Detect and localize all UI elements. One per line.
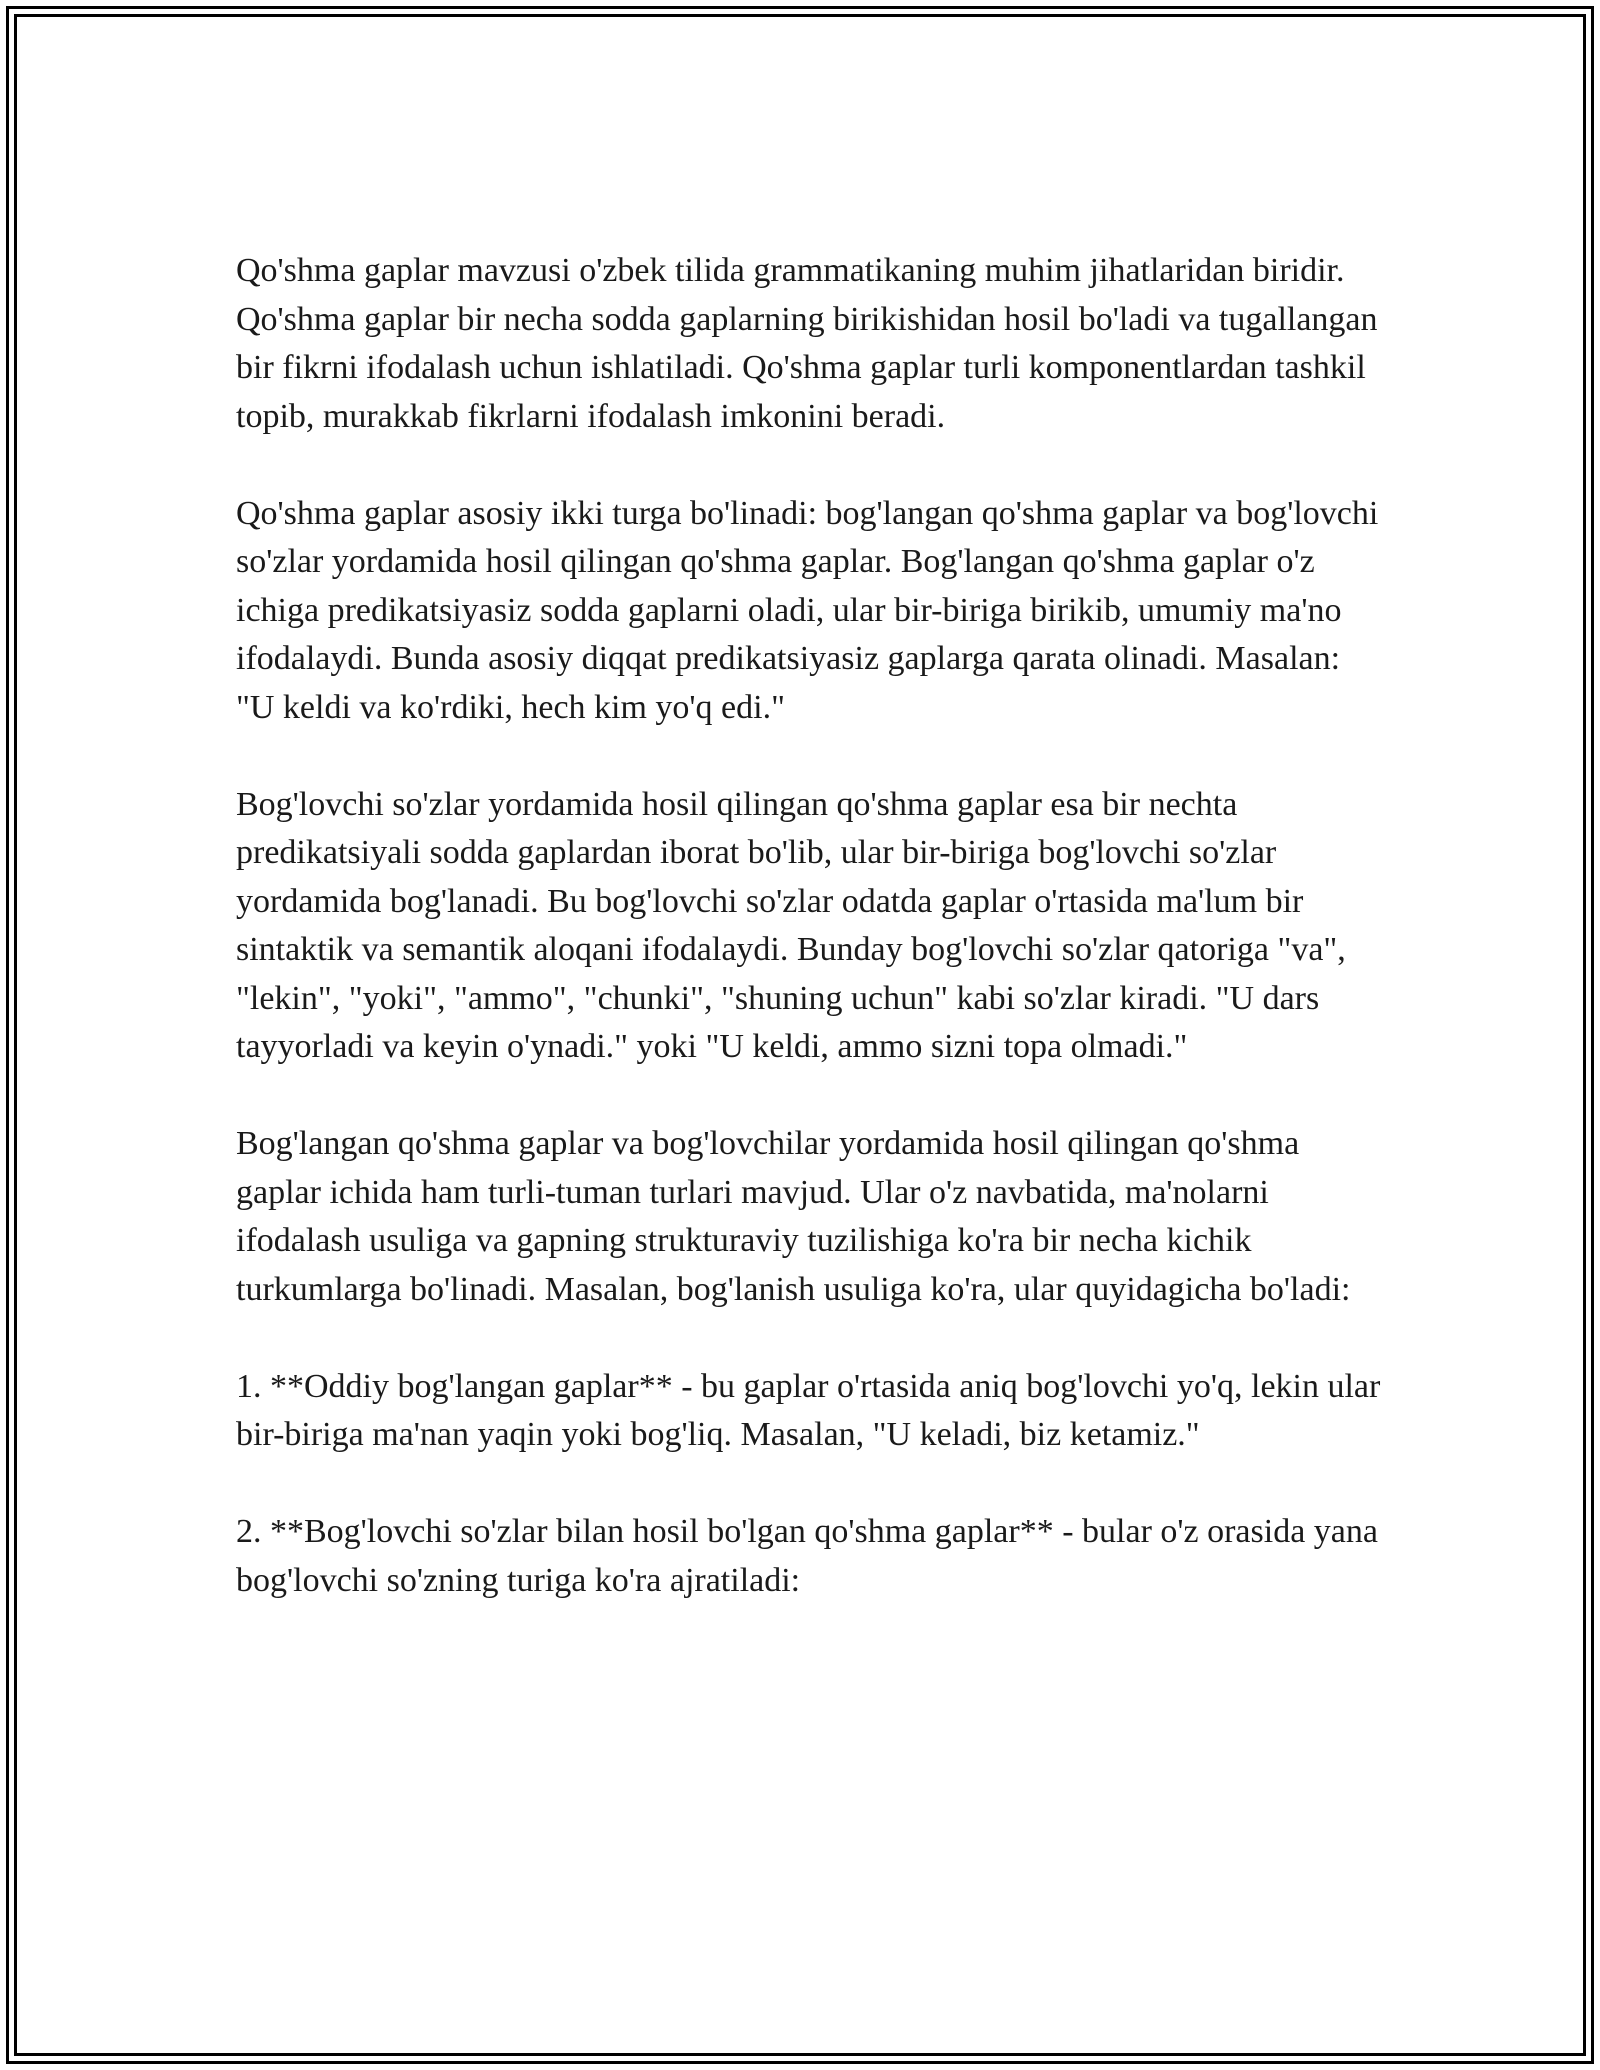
list-item-2: 2. **Bog'lovchi so'zlar bilan hosil bo'lgan qo'shma gaplar** - bular o'z orasida yana bog'lovchi so'zning turiga ko'ra ajratiladi:: [236, 1513, 1378, 1599]
paragraph-types: Qo'shma gaplar asosiy ikki turga bo'linadi: bog'langan qo'shma gaplar va bog'lovchi so'zlar yordamida hosil qilingan qo'shma gaplar. Bog'langan qo'shma gaplar o'z ichiga predikatsiyasiz sodda gaplarni oladi, ular bir-biriga birikib, umumiy ma'no ifodalaydi. Bunda asosiy diqqat predikatsiyasiz gaplarga qarata olinadi. Masalan: "U keldi va ko'rdiki, hech kim yo'q edi.": [236, 494, 1379, 726]
paragraph-subtypes: Bog'langan qo'shma gaplar va bog'lovchilar yordamida hosil qilingan qo'shma gaplar ichida ham turli-tuman turlari mavjud. Ular o'z navbatida, ma'nolarni ifodalash usuliga va gapning strukturaviy tuzilishiga ko'ra bir necha kichik turkumlarga bo'linadi. Masalan, bog'lanish usuliga ko'ra, ular quyidagicha bo'ladi:: [236, 1125, 1351, 1308]
paragraph-intro: Qo'shma gaplar mavzusi o'zbek tilida grammatikaning muhim jihatlaridan biridir. Qo'shma gaplar bir necha sodda gaplarning birikishidan hosil bo'ladi va tugallangan bir fikrni ifodalash uchun ishlatiladi. Qo'shma gaplar turli komponentlardan tashkil topib, murakkab fikrlarni ifodalash imkonini beradi.: [236, 252, 1378, 435]
paragraph-conjunctions: Bog'lovchi so'zlar yordamida hosil qilingan qo'shma gaplar esa bir nechta predikatsiyali sodda gaplardan iborat bo'lib, ular bir-biriga bog'lovchi so'zlar yordamida bog'lanadi. Bu bog'lovchi so'zlar odatda gaplar o'rtasida ma'lum bir sintaktik va semantik aloqani ifodalaydi. Bunday bog'lovchi so'zlar qatoriga "va", "lekin", "yoki", "ammo", "chunki", "shuning uchun" kabi so'zlar kiradi. "U dars tayyorladi va keyin o'ynadi." yoki "U keldi, ammo sizni topa olmadi.": [236, 785, 1346, 1065]
list-item-1: 1. **Oddiy bog'langan gaplar** - bu gaplar o'rtasida aniq bog'lovchi yo'q, lekin ular bir-biriga ma'nan yaqin yoki bog'liq. Masalan, "U keladi, biz ketamiz.": [236, 1367, 1381, 1453]
document-body: [236, 247, 1386, 1605]
